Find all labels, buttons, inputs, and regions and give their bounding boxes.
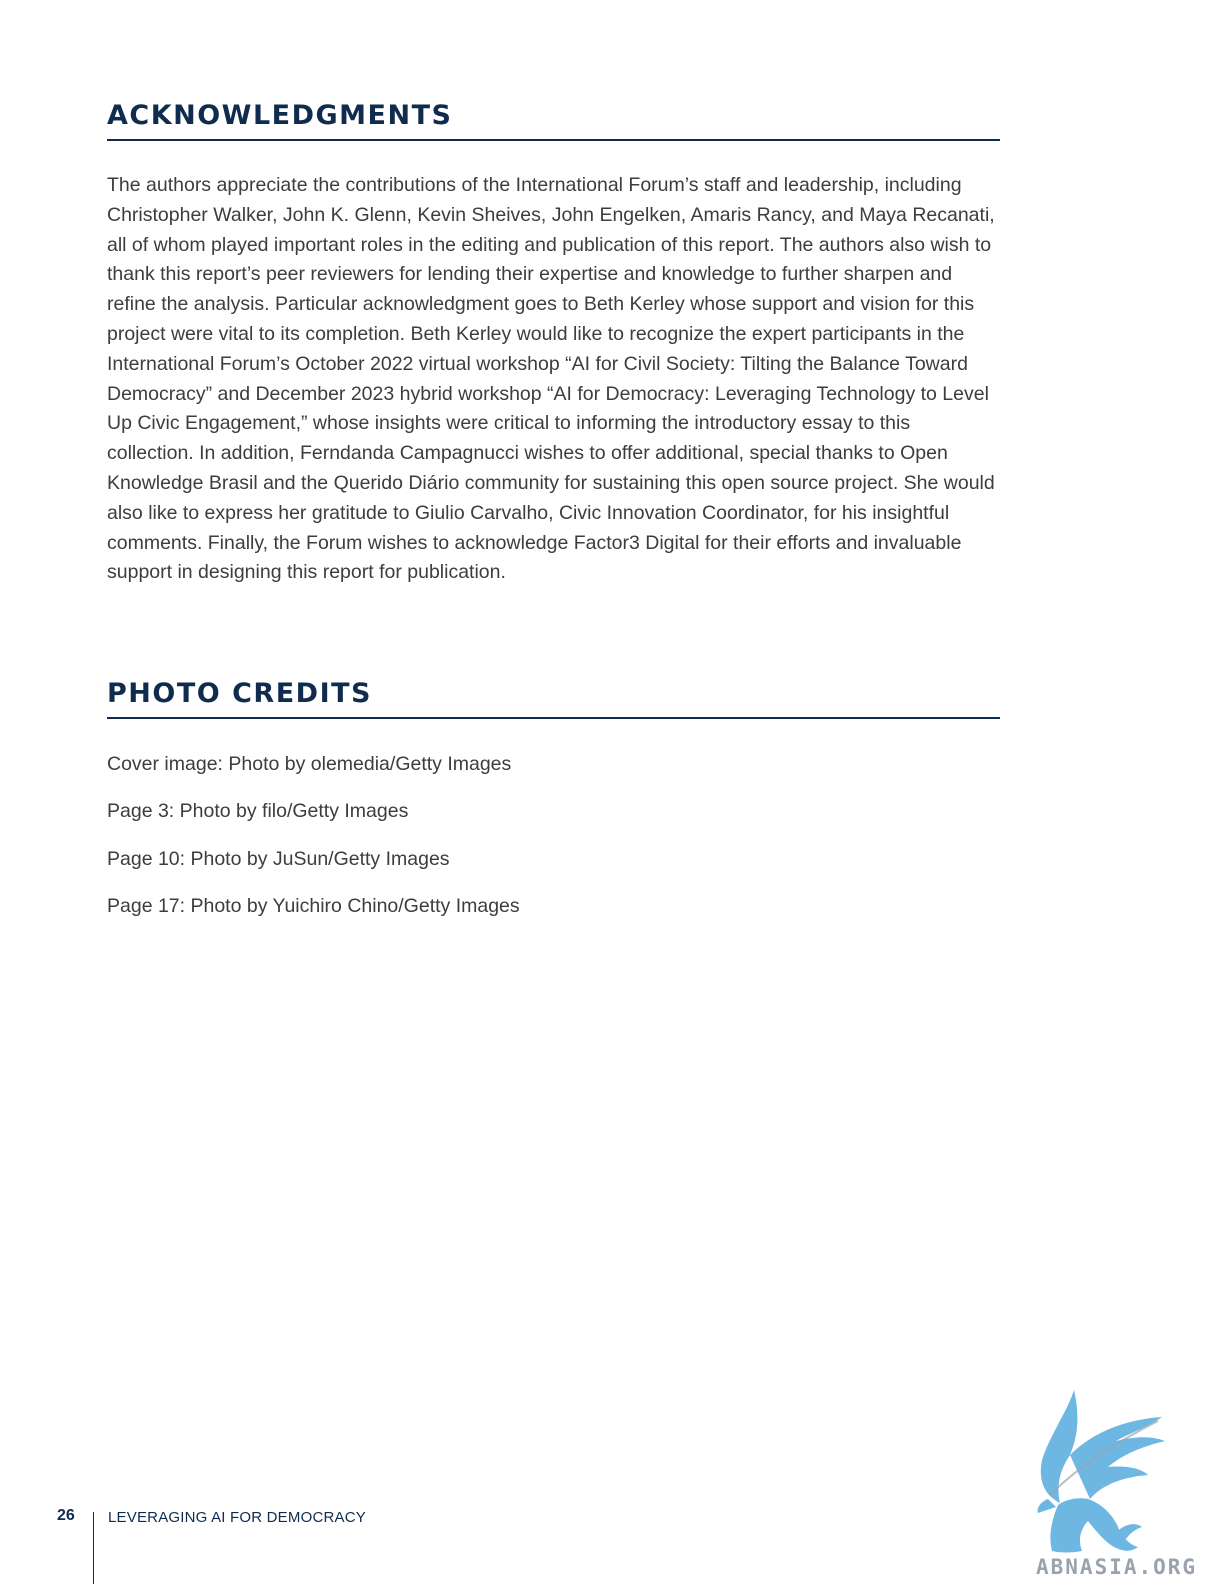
photo-credits-heading: PHOTO CREDITS [107,677,1000,719]
footer-report-title: LEVERAGING AI FOR DEMOCRACY [108,1509,366,1526]
griffin-logo-icon [1030,1385,1210,1575]
photo-credit-item: Page 3: Photo by filo/Getty Images [107,800,409,822]
photo-credit-item: Page 17: Photo by Yuichiro Chino/Getty Images [107,895,520,917]
footer-divider [93,1512,94,1584]
watermark-text: ABNASIA.ORG [1036,1555,1198,1579]
photo-credit-item: Cover image: Photo by olemedia/Getty Images [107,753,512,775]
page-number: 26 [57,1507,75,1524]
acknowledgments-heading: ACKNOWLEDGMENTS [107,99,1000,141]
acknowledgments-body: The authors appreciate the contributions of the International Forum’s staff and leadership, including Christopher Walker, John K. Glenn, Kevin Sheives, John Engelken, Amaris Rancy, and Maya Recanati, all of whom played important roles in the editing and publication of this report. The authors also wish to thank this report’s peer reviewers for lending their expertise and knowledge to further sharpen and refine the analysis. Particular acknowledgment goes to Beth Kerley whose support and vision for this project were vital to its completion. Beth Kerley would like to recognize the expert participants in the International Forum’s October 2022 virtual workshop “AI for Civil Society: Tilting the Balance Toward Democracy” and December 2023 hybrid workshop “AI for Democracy: Leveraging Technology to Level Up Civic Engagement,” whose insights were critical to informing the introductory essay to this collection. In addition, Ferndanda Campagnucci wishes to offer additional, special thanks to Open Knowledge Brasil and the Querido Diário community for sustaining this open source project. She would also like to express her gratitude to Giulio Carvalho, Civic Innovation Coordinator, for his insightful comments. Finally, the Forum wishes to acknowledge Factor3 Digital for their efforts and invaluable support in designing this report for publication. [107,174,995,584]
photo-credit-item: Page 10: Photo by JuSun/Getty Images [107,848,450,870]
